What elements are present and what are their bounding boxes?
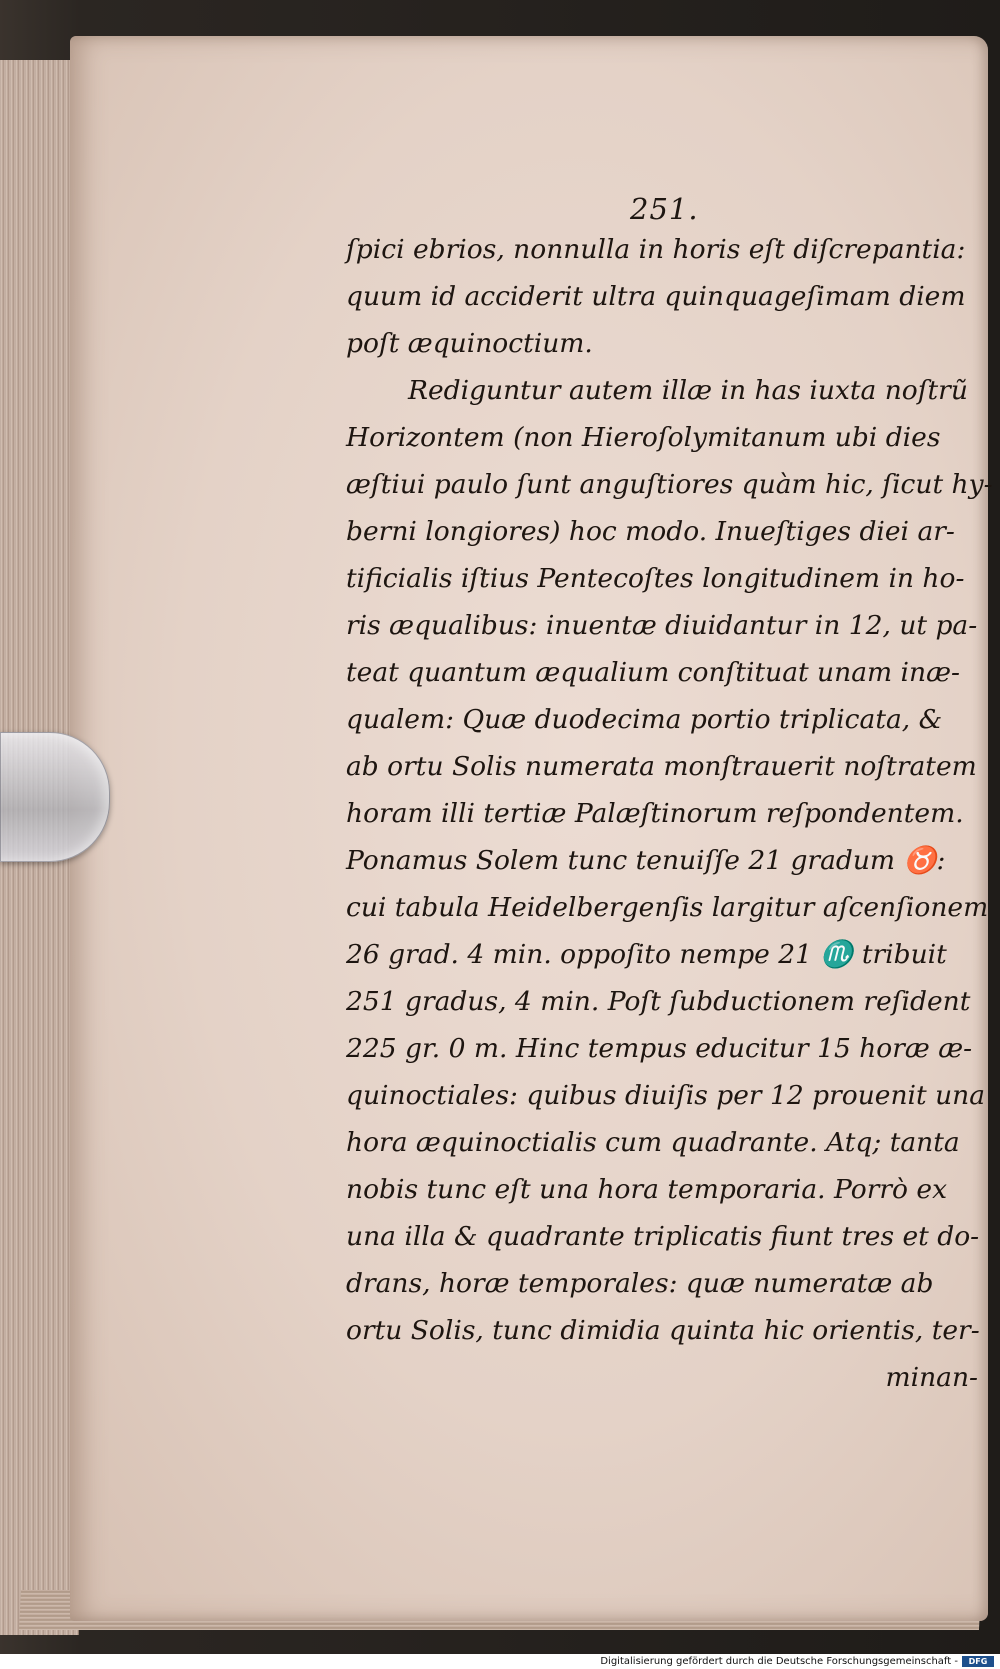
text-block <box>346 226 993 1401</box>
footer-credit: Digitalisierung gefördert durch die Deutsche Forschungsgemeinschaft - <box>600 1656 958 1667</box>
text-line: ortu Solis, tunc dimidia quinta hic orientis, ter- <box>346 1315 980 1346</box>
digitization-footer <box>0 1654 1000 1669</box>
book-clip <box>0 732 110 862</box>
text-line: berni longiores) hoc modo. Inueſtiges diei ar- <box>346 516 955 547</box>
text-line: teat quantum æqualium conſtituat unam inæ- <box>346 657 960 688</box>
text-line: Ponamus Solem tunc tenuiſſe 21 gradum ♉: <box>346 845 946 876</box>
text-line: drans, horæ temporales: quæ numeratæ ab <box>346 1268 934 1299</box>
text-line: nobis tunc eſt una hora temporaria. Porrò ex <box>346 1174 948 1205</box>
text-line: ab ortu Solis numerata monſtrauerit noſtratem <box>346 751 977 782</box>
text-line: 225 gr. 0 m. Hinc tempus educitur 15 horæ æ- <box>346 1033 973 1064</box>
text-line: Rediguntur autem illæ in has iuxta noſtrũ <box>408 375 968 406</box>
text-line: ris æqualibus: inuentæ diuidantur in 12, ut pa- <box>346 610 978 641</box>
text-line: qualem: Quæ duodecima portio triplicata, & <box>346 704 943 735</box>
text-line: Horizontem (non Hieroſolymitanum ubi dies <box>346 422 941 453</box>
text-line: hora æquinoctialis cum quadrante. Atq; tanta <box>346 1127 960 1158</box>
text-line: cui tabula Heidelbergenſis largitur aſcenſionem <box>346 892 989 923</box>
text-line: una illa & quadrante triplicatis fiunt tres et do- <box>346 1221 980 1252</box>
text-line: poſt æquinoctium. <box>346 328 593 359</box>
text-line: æſtiui paulo ſunt anguſtiores quàm hic, ſicut hy- <box>346 469 993 500</box>
text-line: quinoctiales: quibus diuiſis per 12 prouenit una <box>346 1080 986 1111</box>
text-line: ſpici ebrios, nonnulla in horis eſt diſcrepantia: <box>346 234 966 265</box>
page-number: 251. <box>630 192 699 226</box>
text-line: 26 grad. 4 min. oppoſito nempe 21 ♏ tribuit <box>346 939 947 970</box>
text-line: quum id acciderit ultra quinquageſimam diem <box>346 281 966 312</box>
catchword: minan- <box>885 1362 978 1393</box>
text-line: tificialis iſtius Pentecoſtes longitudinem in ho- <box>346 563 965 594</box>
text-line: 251 gradus, 4 min. Poſt ſubductionem reſident <box>346 986 971 1017</box>
dfg-logo: DFG <box>962 1656 994 1667</box>
text-line: horam illi tertiæ Palæſtinorum reſpondentem. <box>346 798 964 829</box>
